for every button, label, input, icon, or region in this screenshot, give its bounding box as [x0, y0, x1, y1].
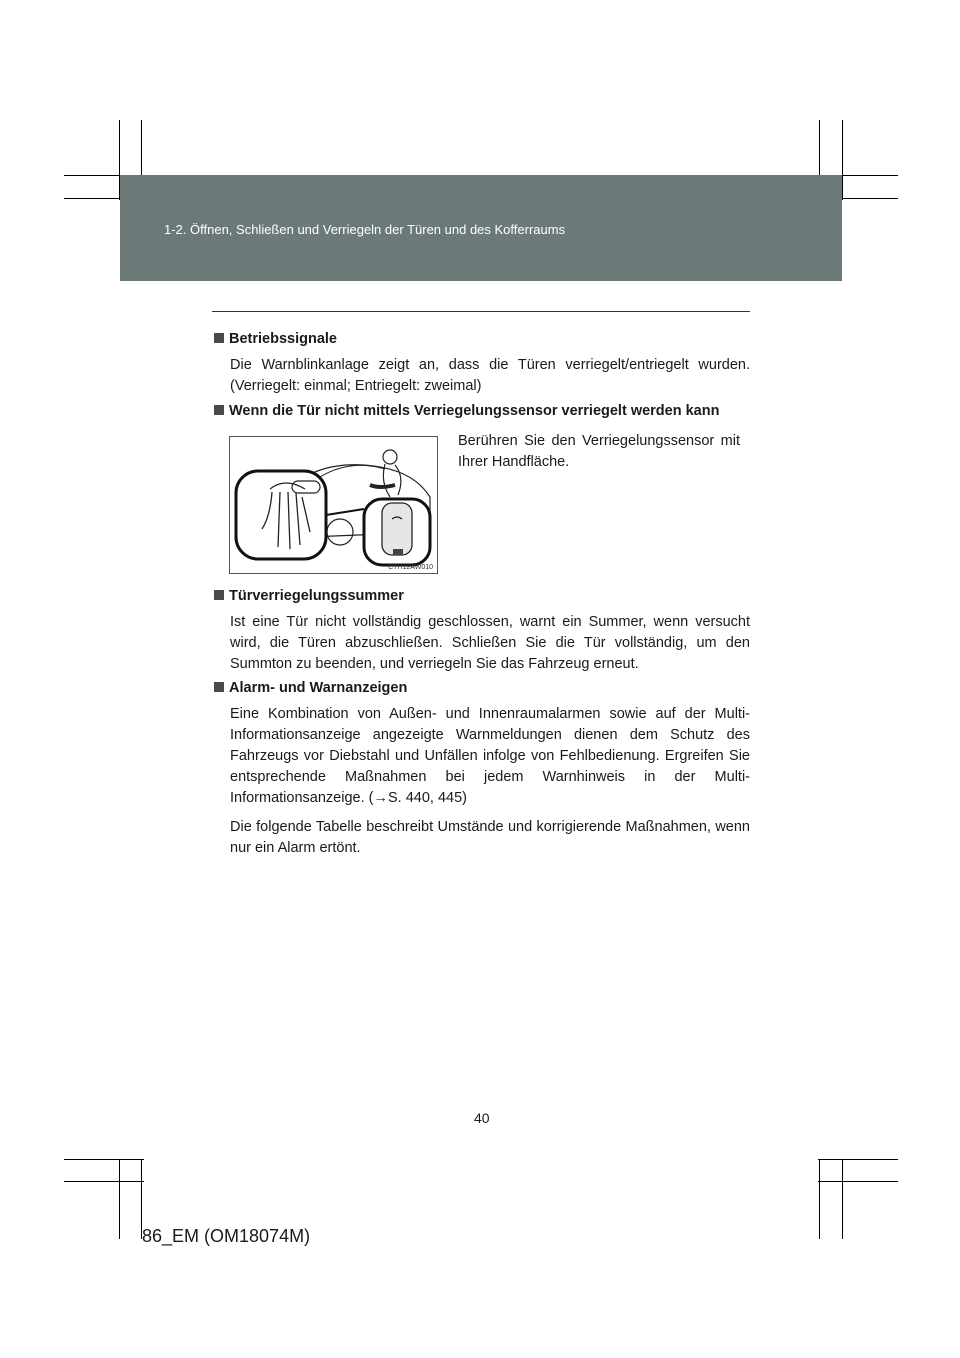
paragraph: Die folgende Tabelle beschreibt Umstände und korrigierende Maßnahmen, wenn nur ein Alarm ertönt.: [230, 819, 750, 856]
crop-mark: [842, 1159, 843, 1239]
hand-on-door-handle-illustration: [230, 437, 437, 573]
crop-mark: [64, 1181, 144, 1182]
paragraph: Ist eine Tür nicht vollständig geschlossen, warnt ein Summer, wenn versucht wird, die Türen abzuschließen. Schließen Sie die Tür vollständig, um den Summton zu beenden, und verriegeln Sie das Fahrzeug erneut.: [230, 614, 750, 672]
bullet-square-icon: [214, 682, 224, 692]
bullet-square-icon: [214, 405, 224, 415]
crop-mark: [819, 1159, 820, 1239]
figure-code: CTH12AW010: [388, 564, 433, 571]
section-tuerverriegelungssummer: [214, 586, 750, 675]
crop-mark: [818, 1159, 898, 1160]
section-divider: [212, 311, 750, 312]
section-heading: Wenn die Tür nicht mittels Verriegelungssensor verriegelt werden kann: [214, 401, 750, 421]
section-betriebssignale: [214, 329, 750, 397]
crop-mark: [818, 1181, 898, 1182]
paragraph: Die Warnblinkanlage zeigt an, dass die Türen verriegelt/entriegelt wurden. (Verriegelt: einmal; Entriegelt: zweimal): [230, 357, 750, 394]
page-number: 40: [474, 1110, 490, 1126]
document-code: 86_EM (OM18074M): [142, 1226, 311, 1246]
section-sensor: [214, 401, 750, 421]
section-heading: Alarm- und Warnanzeigen: [214, 678, 750, 698]
section-alarm-warnanzeigen: [214, 678, 750, 859]
figure-caption: Berühren Sie den Verriegelungssensor mit Ihrer Handfläche.: [458, 433, 740, 470]
bullet-square-icon: [214, 590, 224, 600]
paragraph: Eine Kombination von Außen- und Innenraumalarmen sowie auf der Multi-Informationsanzeige angezeigte Warnmeldungen dienen dem Schutz des Fahrzeugs vor Diebstahl und Unfällen infolge von Fehlbedienung. Ergreifen Sie entsprechende Maßnahmen bei jedem Warnhinweis in der Multi-Informationsanzeige. (→S. 440, 445): [230, 706, 750, 806]
crop-mark: [842, 120, 843, 200]
bullet-square-icon: [214, 333, 224, 343]
crop-mark: [119, 1159, 120, 1239]
crop-mark: [64, 1159, 144, 1160]
section-heading: Türverriegelungssummer: [214, 586, 750, 606]
section-heading: Betriebssignale: [214, 329, 750, 349]
illustration-figure: [229, 436, 438, 574]
chapter-title: 1-2. Öffnen, Schließen und Verriegeln der Türen und des Kofferraums: [164, 222, 566, 237]
